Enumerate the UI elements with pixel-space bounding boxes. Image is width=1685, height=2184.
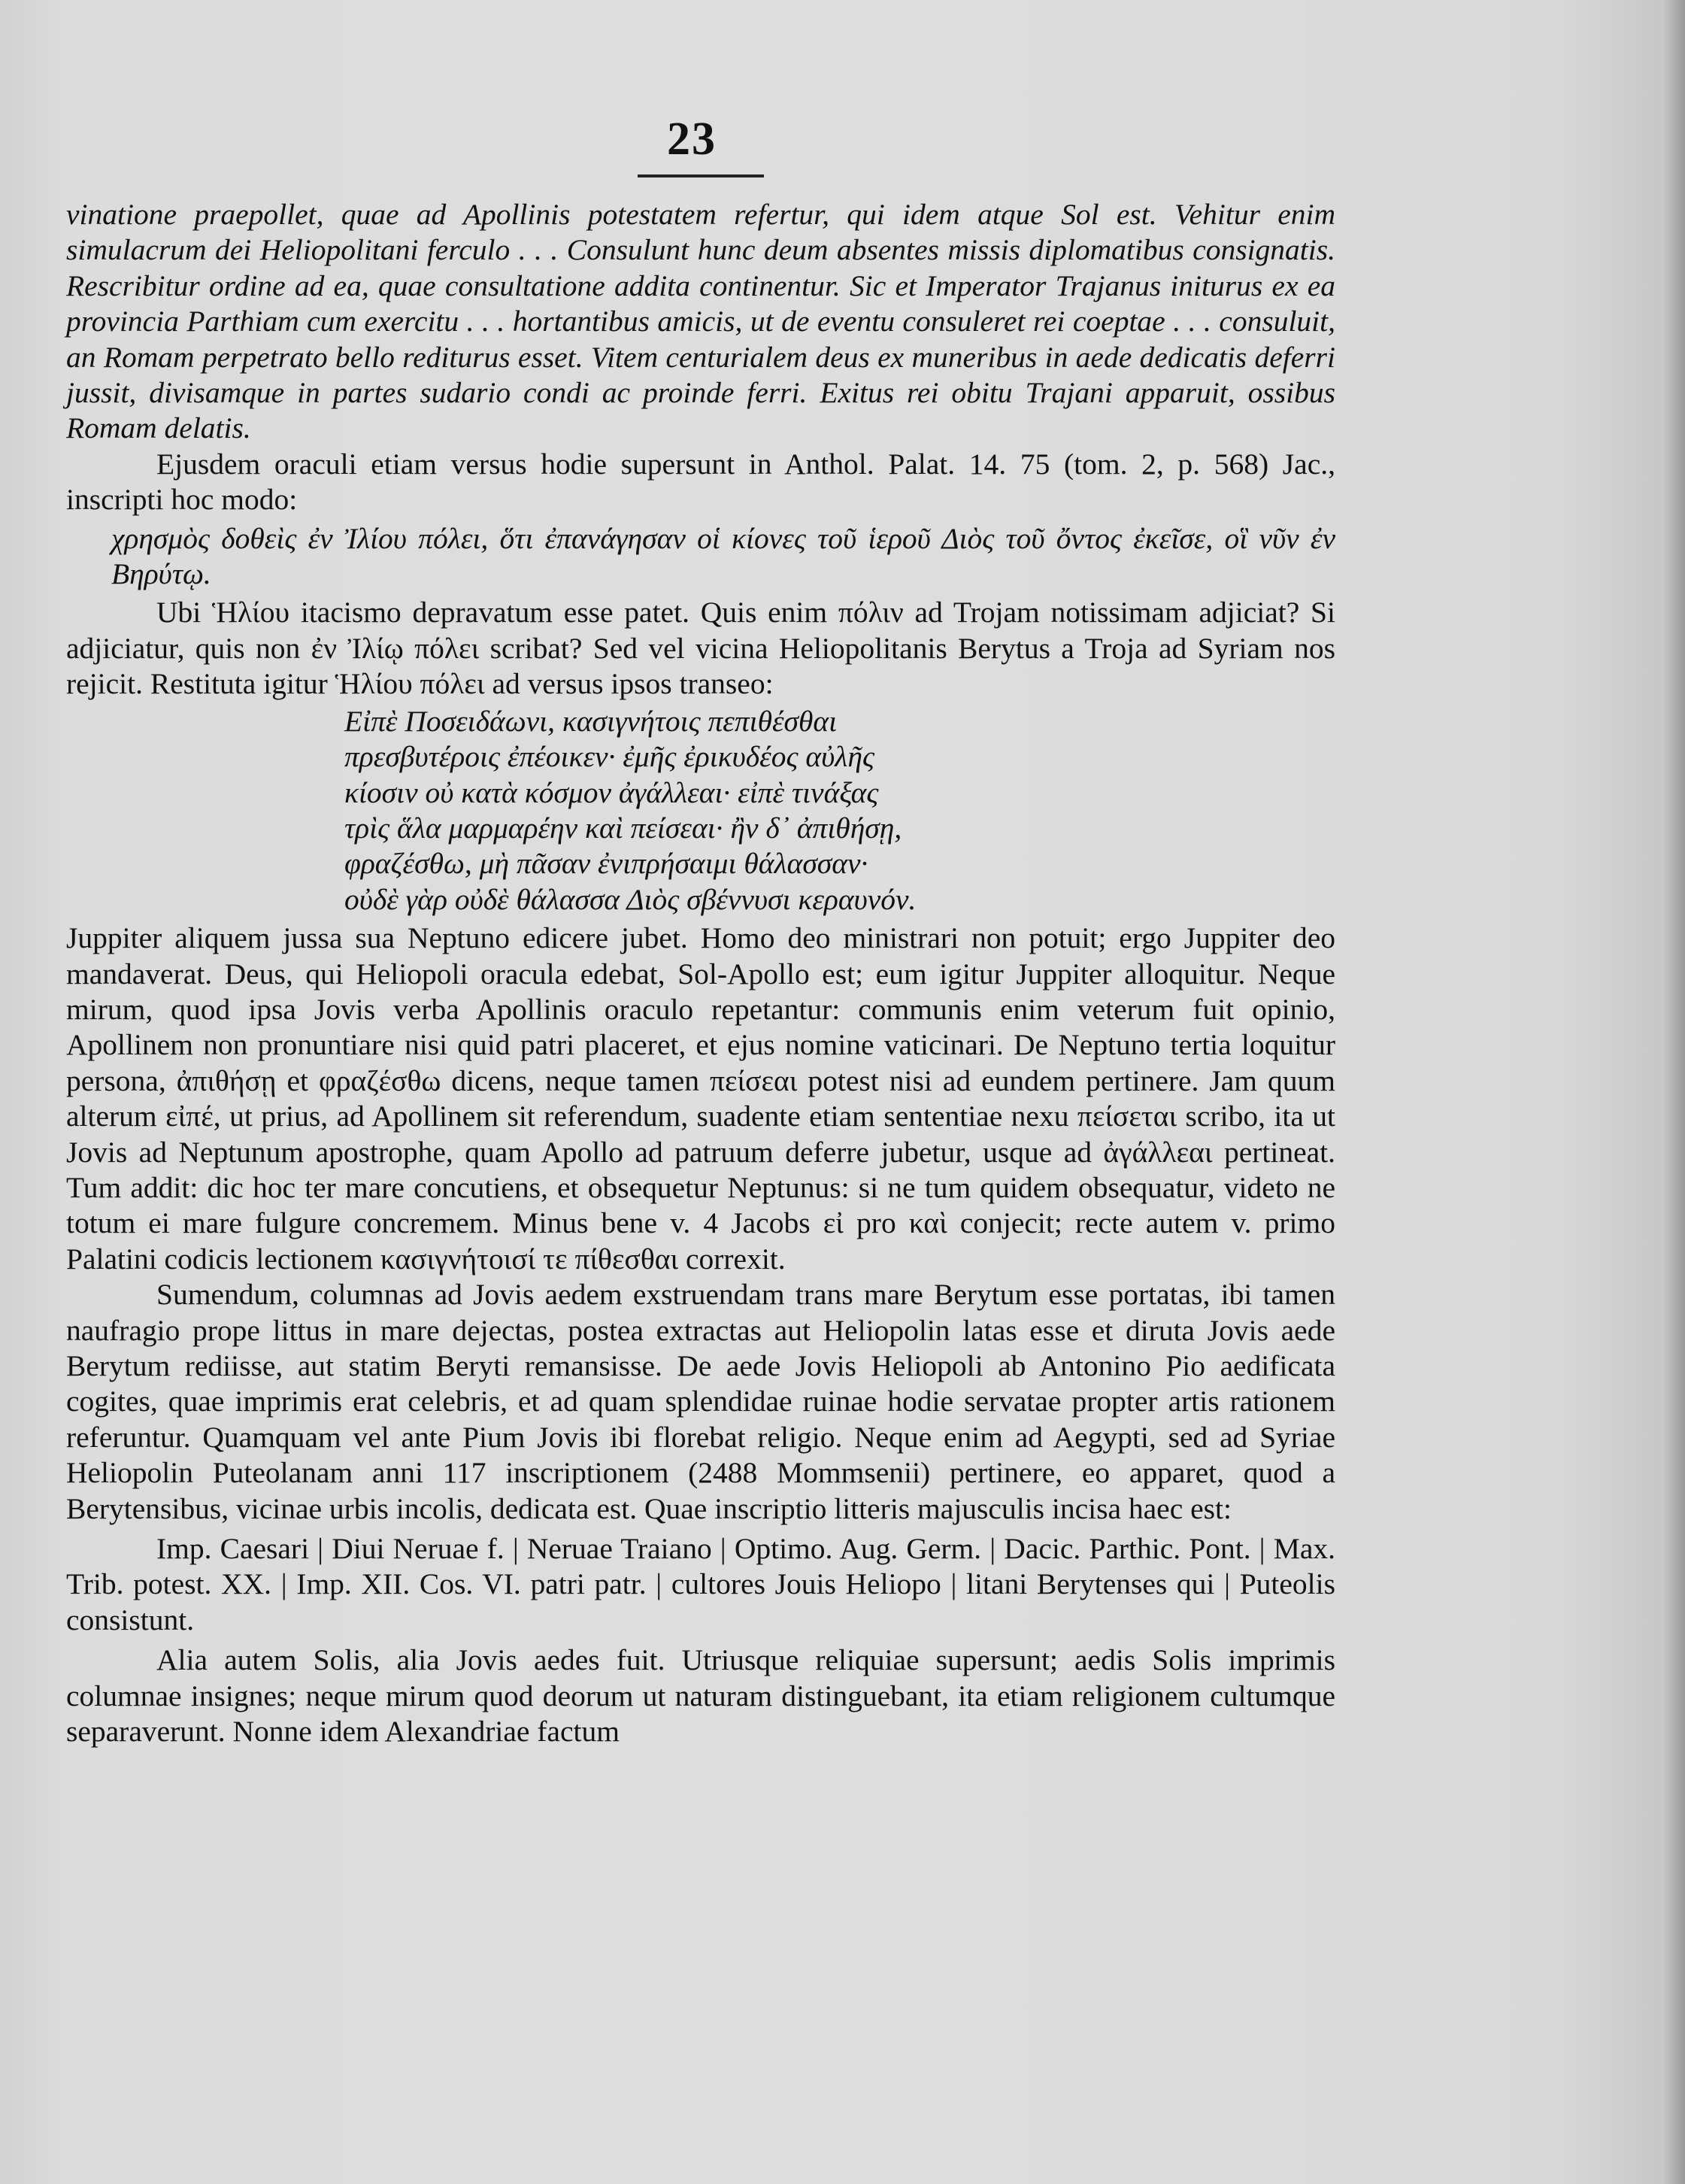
inscription-text: Imp. Caesari | Diui Neruae f. | Neruae Traiano | Optimo. Aug. Germ. | Dacic. Parthic. Pont. | Max. Trib. potest. XX. | Imp. XII. Cos. VI. patri patr. | cultores Jouis Heliopo | litani Berytenses qui | Puteolis consistunt. [66, 1532, 1335, 1636]
paragraph-juppiter: Juppiter aliquem jussa sua Neptuno edicere jubet. Homo deo ministrari non potuit; ergo Juppiter deo mandaverat. Deus, qui Heliopoli oracula edebat, Sol-Apollo est; eum igitur Juppiter alloquitur. Neque mirum, quod ipsa Jovis verba Apollinis oraculo repetantur: communis enim veterum fuit opinio, Apollinem non pronuntiare nisi quid patri placeret, et ejus nomine vaticinari. De Neptuno tertia loquitur persona, ἀπιθήσῃ et φραζέσθω dicens, neque tamen πείσεαι potest nisi ad eundem pertinere. Jam quum alterum εἰπέ, ut prius, ad Apollinem sit referendum, suadente etiam sententiae nexu πείσεται scribo, ita ut Jovis ad Neptunum apostrophe, quam Apollo ad patruum deferre jubetur, usque ad ἀγάλλεαι pertineat. Tum addit: dic hoc ter mare concutiens, et obsequetur Neptunus: si ne tum quidem obsequatur, videto ne totum ei mare fulgure concremem. Minus bene v. 4 Jacobs εἰ pro καὶ conjecit; recte autem v. primo Palatini codicis lectionem κασιγνήτοισί τε πίθεσθαι correxit. [66, 921, 1335, 1276]
quoted-paragraph: vinatione praepollet, quae ad Apollinis potestatem refertur, qui idem atque Sol est. Vehitur enim simulacrum dei Heliopolitani ferculo . . . Consulunt hunc deum absentes missis diplomatibus consignatis. Rescribitur ordine ad ea, quae consultatione addita continentur. Sic et Imperator Trajanus initurus ex ea provincia Parthiam cum exercitu . . . hortantibus amicis, ut de eventu consuleret rei coeptae . . . consuluit, an Romam perpetrato bello rediturus esset. Vitem centurialem deus ex muneribus in aede dedicatis deferri jussit, divisamque in partes sudario condi ac proinde ferri. Exitus rei obitu Trajani apparuit, ossibus Romam delatis. [66, 198, 1335, 445]
verse-line: φραζέσθω, μὴ πᾶσαν ἐνιπρήσαιμι θάλασσαν· [344, 847, 868, 881]
page-number: 23 [667, 114, 717, 165]
paragraph-itacism: Ubi Ἡλίου itacismo depravatum esse patet. Quis enim πόλιν ad Trojam notissimam adjiciat? Si adjiciatur, quis non ἐν Ἰλίῳ πόλει scribat? Sed vel vicina Heliopolitanis Berytus a Troja ad Syriam nos rejicit. Restituta igitur Ἡλίου πόλει ad versus ipsos transeo: [66, 596, 1335, 701]
page-body [66, 197, 1335, 1749]
page-number-rule [638, 174, 764, 177]
verse-line: πρεσβυτέροις ἐπέοικεν· ἐμῆς ἐρικυδέος αὐλῆς [344, 740, 874, 774]
verse-line: κίοσιν οὐ κατὰ κόσμον ἀγάλλεαι· εἰπὲ τινάξας [344, 775, 879, 809]
paragraph-columns: Sumendum, columnas ad Jovis aedem exstruendam trans mare Berytum esse portatas, ibi tamen naufragio prope littus in mare dejectas, postea extractas aut Heliopolin latas esse et diruta Jovis aede Berytum rediisse, aut statim Beryti remansisse. De aede Jovis Heliopoli ab Antonino Pio aedificata cogites, quae imprimis erat celebris, et ad quam splendidae ruinae hodie servatae propter artis rationem referuntur. Quamquam vel ante Pium Jovis ibi florebat religio. Neque enim ad Aegypti, sed ad Syriae Heliopolin Puteolanam anni 117 inscriptionem (2488 Mommsenii) pertinere, eo apparet, quod a Berytensibus, vicinae urbis incolis, dedicata est. Quae inscriptio litteris majusculis incisa haec est: [66, 1278, 1335, 1525]
page-edge-shadow [1662, 0, 1685, 2184]
greek-lemma: χρησμὸς δοθεὶς ἐν Ἰλίου πόλει, ὅτι ἐπανάγησαν οἱ κίονες τοῦ ἱεροῦ Διὸς τοῦ ὄντος ἐκεῖσε, οἳ νῦν ἐν Βηρύτῳ. [111, 521, 1335, 591]
verse-line: τρὶς ἅλα μαρμαρέην καὶ πείσεαι· ἢν δ᾽ ἀπιθήσῃ, [344, 811, 902, 845]
paragraph-sol-jovis: Alia autem Solis, alia Jovis aedes fuit. Utriusque reliquiae supersunt; aedis Solis imprimis columnae insignes; neque mirum quod deorum ut naturam distinguebant, ita etiam religionem cultumque separaverunt. Nonne idem Alexandriae factum [66, 1643, 1335, 1749]
verse-line: Εἰπὲ Ποσειδάωνι, κασιγνήτοις πεπιθέσθαι [344, 704, 838, 738]
verse-line: οὐδὲ γὰρ οὐδὲ θάλασσα Διὸς σβέννυσι κεραυνόν. [344, 882, 917, 916]
paragraph-anthology: Ejusdem oraculi etiam versus hodie supersunt in Anthol. Palat. 14. 75 (tom. 2, p. 568) Jac., inscripti hoc modo: [66, 447, 1335, 517]
greek-verses [344, 704, 1335, 918]
